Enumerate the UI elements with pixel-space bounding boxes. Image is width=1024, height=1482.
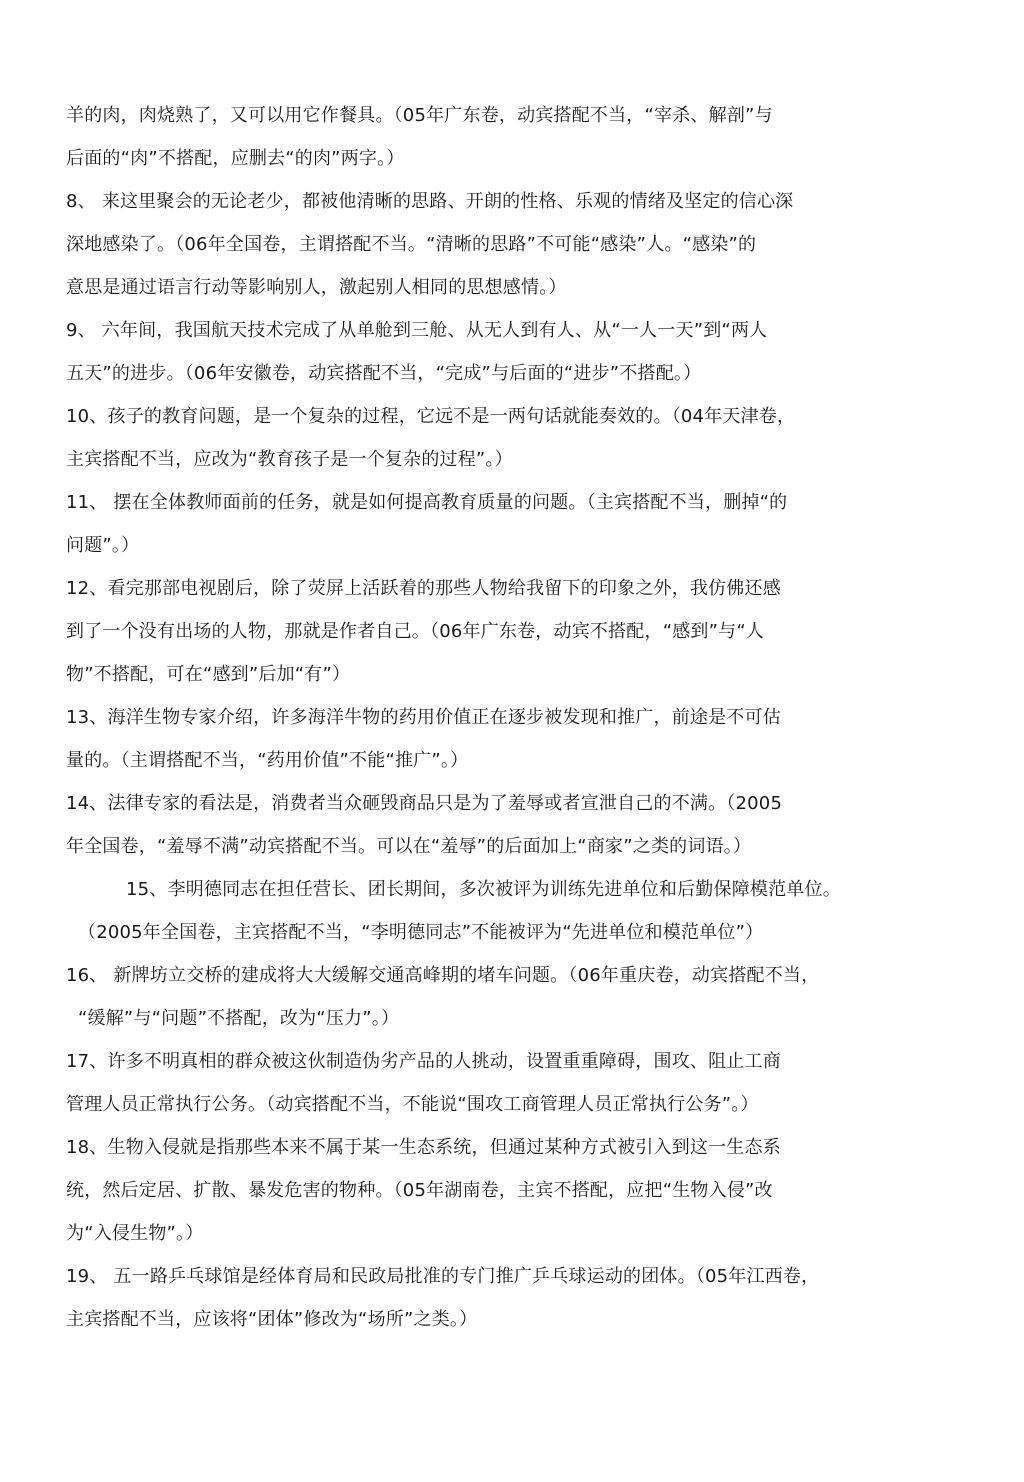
text-line: 问题”。） xyxy=(66,535,140,556)
text-line: 管理人员正常执行公务。（动宾搭配不当，不能说“围攻工商管理人员正常执行公务”。） xyxy=(66,1094,759,1115)
text-line: 羊的肉，肉烧熟了，又可以用它作餐具。（05年广东卷，动宾搭配不当，“宰杀、解剖”与 xyxy=(66,105,773,126)
text-line: 深地感染了。（06年全国卷，主谓搭配不当。“清晰的思路”不可能“感染”人。“感染”的 xyxy=(66,234,757,255)
text-line: 到了一个没有出场的人物，那就是作者自己。（06年广东卷，动宾不搭配，“感到”与“人 xyxy=(66,621,765,642)
text-line: 物”不搭配，可在“感到”后加“有”） xyxy=(66,664,351,685)
text-line: 11、 摆在全体教师面前的任务，就是如何提高教育质量的问题。（主宾搭配不当，删掉“的 xyxy=(66,492,788,513)
text-line: 年全国卷，“羞辱不满”动宾搭配不当。可以在“羞辱”的后面加上“商家”之类的词语。） xyxy=(66,836,752,857)
text-line: 主宾搭配不当，应该将“团体”修改为“场所”之类。） xyxy=(66,1309,478,1330)
text-line: 为“入侵生物”。） xyxy=(66,1223,204,1244)
text-line: 后面的“肉”不搭配，应删去“的肉”两字。） xyxy=(66,148,405,169)
text-line: 16、 新牌坊立交桥的建成将大大缓解交通高峰期的堵车问题。（06年重庆卷，动宾搭配不当， xyxy=(66,965,820,986)
text-line: 13、海洋生物专家介绍，许多海洋牛物的药用价值正在逐步被发现和推广，前途是不可估 xyxy=(66,707,781,728)
text-line: 统，然后定居、扩散、暴发危害的物种。（05年湖南卷，主宾不搭配，应把“生物入侵”改 xyxy=(66,1180,773,1201)
text-line: 17、许多不明真相的群众被这伙制造伪劣产品的人挑动，设置重重障碍，围攻、阻止工商 xyxy=(66,1051,781,1072)
text-line: 8、 来这里聚会的无论老少，都被他清晰的思路、开朗的性格、乐观的情绪及坚定的信心深 xyxy=(66,191,794,212)
text-line: 五天”的进步。（06年安徽卷，动宾搭配不当，“完成”与后面的“进步”不搭配。） xyxy=(66,363,702,384)
text-line: （2005年全国卷，主宾搭配不当，“李明德同志”不能被评为“先进单位和模范单位”） xyxy=(78,922,764,943)
text-line: 12、看完那部电视剧后，除了荧屏上活跃着的那些人物给我留下的印象之外，我仿佛还感 xyxy=(66,578,781,599)
text-line: 14、法律专家的看法是，消费者当众砸毁商品只是为了羞辱或者宣泄自己的不满。（2005 xyxy=(66,793,783,814)
text-line: 量的。（主谓搭配不当，“药用价值”不能“推广”。） xyxy=(66,750,469,771)
text-line: 10、孩子的教育问题，是一个复杂的过程，它远不是一两句话就能奏效的。（04年天津卷， xyxy=(66,406,796,427)
text-line: 18、生物入侵就是指那些本来不属于某一生态系统，但通过某种方式被引入到这一生态系 xyxy=(66,1137,781,1158)
text-line: 意思是通过语言行动等影响别人，激起别人相同的思想感情。） xyxy=(66,277,567,298)
text-line: 19、 五一路乒乓球馆是经体育局和民政局批准的专门推广乒乓球运动的团体。（05年江西卷， xyxy=(66,1266,820,1287)
text-line: 15、李明德同志在担任营长、团长期间，多次被评为训练先进单位和后勤保障模范单位。 xyxy=(126,879,841,900)
text-line: 9、 六年间，我国航天技术完成了从单舱到三舱、从无人到有人、从“一人一天”到“两人 xyxy=(66,320,768,341)
text-line: 主宾搭配不当，应改为“教育孩子是一个复杂的过程”。） xyxy=(66,449,513,470)
text-line: “缓解”与“问题”不搭配，改为“压力”。） xyxy=(78,1008,400,1029)
